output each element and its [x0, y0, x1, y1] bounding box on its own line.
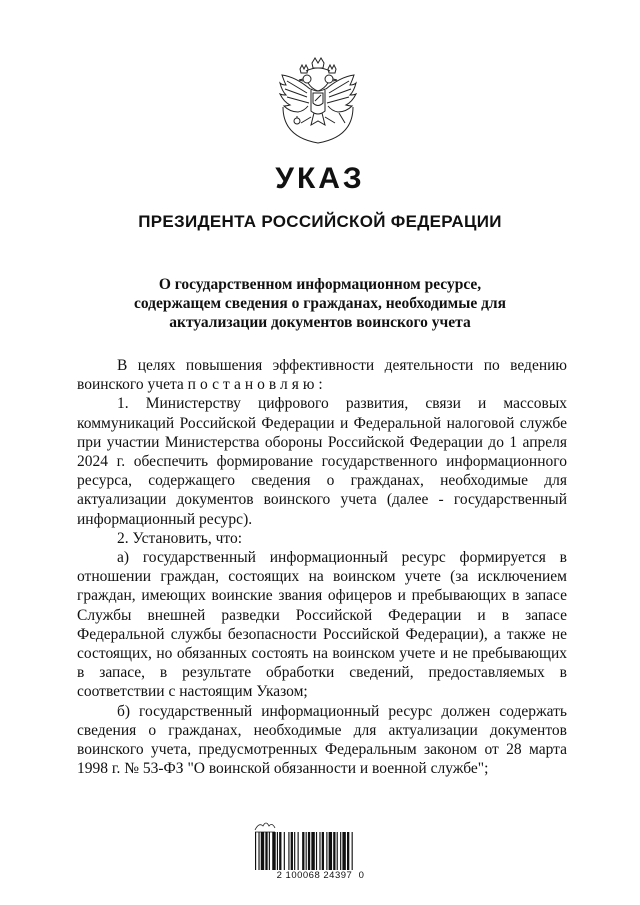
body-paragraph: 1. Министерству цифрового развития, связи и массовых коммуникаций Российской Федерации и Федеральной налоговой службе при участии Министерства обороны Российской Федерации до 1 апреля 2024 г. обеспечить формирование государственного информационного ресурса, содержащего сведения о гражданах, необходимые для актуализации документов воинского учета (далее - государственный информационный ресурс).: [77, 395, 567, 528]
barcode-bar: [340, 832, 341, 870]
barcode-bar: [298, 832, 299, 870]
body-paragraph: 2. Установить, что:: [117, 529, 243, 547]
barcode-bar: [291, 832, 293, 870]
barcode: [253, 820, 388, 880]
barcode-bar: [265, 832, 267, 870]
barcode-bar: [352, 832, 353, 870]
intro-paragraph: [77, 356, 567, 394]
intro-keyword: постановляю:: [187, 376, 327, 394]
barcode-bar: [319, 832, 320, 870]
barcode-bar: [322, 832, 324, 870]
barcode-bar: [284, 832, 285, 870]
barcode-bar: [326, 832, 327, 870]
barcode-bar: [308, 832, 310, 870]
body-paragraph: б) государственный информационный ресурс должен содержать сведения о гражданах, необходимые для актуализации документов воинского учета, предусмотренных Федеральным законом от 28 марта 1998 г. № 53-ФЗ "О воинской обязанности и военной службе";: [77, 702, 567, 778]
barcode-bar: [279, 832, 281, 870]
heading-line: актуализации документов воинского учета: [169, 314, 471, 331]
russian-coat-of-arms-icon: [275, 55, 361, 145]
decree-subtitle: ПРЕЗИДЕНТА РОССИЙСКОЙ ФЕДЕРАЦИИ: [138, 212, 502, 231]
barcode-bar: [316, 832, 317, 870]
barcode-number: 2 100068 24397 0: [276, 870, 365, 881]
barcode-bar: [261, 832, 264, 870]
barcode-bar: [294, 832, 295, 870]
barcode-bar: [347, 832, 349, 870]
heading-line: содержащем сведения о гражданах, необходимые для: [133, 295, 506, 312]
barcode-bar: [288, 832, 289, 870]
barcode-bar: [272, 832, 275, 870]
intro-text: В целях повышения эффективности деятельности по ведению воинского учета: [77, 357, 567, 394]
barcode-bar: [269, 832, 270, 870]
barcode-bar: [255, 832, 256, 870]
decree-heading: [100, 275, 540, 332]
body-paragraph: а) государственный информационный ресурс формируется в отношении граждан, состоящих на воинском учете (за исключением граждан, имеющих воинские звания офицеров и пребывающих в запасе Службы внешней разведки Российской Федерации и в запасе Федеральной службы безопасности Российской Федерации), а также не состоящих, но обязанных состоять на воинском учете и не пребывающих в запасе, в результате обработки сведений, предоставляемых в соответствии с настоящим Указом;: [77, 549, 567, 701]
decree-body: [77, 356, 567, 778]
decree-title: УКАЗ: [275, 162, 365, 195]
barcode-bar: [277, 832, 278, 870]
barcode-bar: [337, 832, 338, 870]
barcode-bar: [311, 832, 314, 870]
barcode-bars: [253, 832, 388, 870]
barcode-bar: [258, 832, 259, 870]
barcode-bar: [329, 832, 332, 870]
heading-line: О государственном информационном ресурсе,: [158, 276, 482, 293]
barcode-bar: [333, 832, 335, 870]
barcode-bar: [302, 832, 304, 870]
barcode-bar: [342, 832, 345, 870]
barcode-bar: [306, 832, 307, 870]
